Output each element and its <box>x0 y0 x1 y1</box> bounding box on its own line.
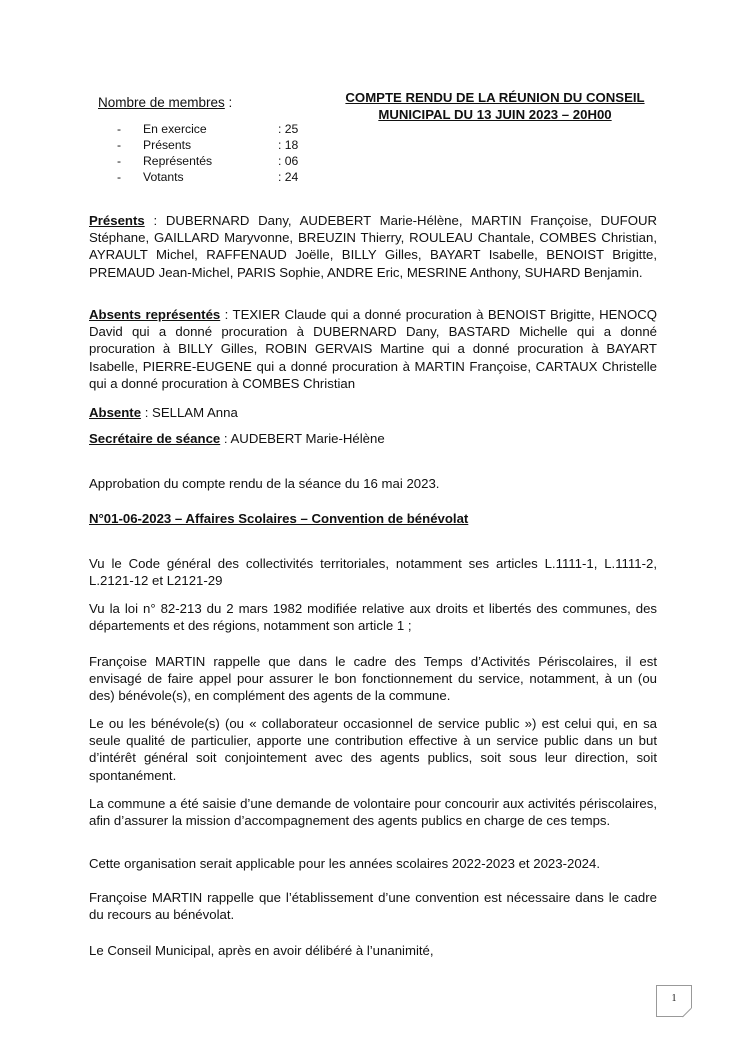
absents-representes-heading: Absents représentés <box>89 307 221 322</box>
section-title: N°01-06-2023 – Affaires Scolaires – Convention de bénévolat <box>89 511 469 526</box>
approbation-text: Approbation du compte rendu de la séance du 16 mai 2023. <box>89 476 440 491</box>
paragraph-vu-loi: Vu la loi n° 82-213 du 2 mars 1982 modifiée relative aux droits et libertés des communes, des départements et des régions, notamment son article 1 ; <box>89 601 657 634</box>
absents-representes-paragraph <box>89 306 657 392</box>
members-row-value: : 24 <box>278 170 299 184</box>
paragraph-demande: La commune a été saisie d’une demande de volontaire pour concourir aux activités périscolaires, afin d’assurer la mission d’accompagnement des agents publics en charge de ces temps. <box>89 796 657 829</box>
presents-heading: Présents <box>89 213 145 228</box>
presents-text: : DUBERNARD Dany, AUDEBERT Marie-Hélène, MARTIN Françoise, DUFOUR Stéphane, GAILLARD Maryvonne, BREUZIN Thierry, ROULEAU Chantale, COMBES Christian, AYRAULT Michel, RAFFENAUD Joëlle, BILLY Gilles, BAYART Isabelle, BENOIST Brigitte, PREMAUD Jean-Michel, PARIS Sophie, ANDRE Eric, MESRINE Anthony, SUHARD Benjamin. <box>89 213 657 280</box>
paragraph-conseil: Le Conseil Municipal, après en avoir délibéré à l’unanimité, <box>89 943 434 958</box>
members-row-presents <box>117 137 317 153</box>
paragraph-organisation: Cette organisation serait applicable pour les années scolaires 2022-2023 et 2023-2024. <box>89 856 600 871</box>
members-row-value: : 06 <box>278 154 299 168</box>
members-row-label: Représentés <box>143 154 213 168</box>
page-number-box <box>656 985 692 1017</box>
members-title-label: Nombre de membres <box>98 95 225 110</box>
secretaire-paragraph <box>89 430 657 447</box>
report-title-line-1: COMPTE RENDU DE LA RÉUNION DU CONSEIL <box>345 90 645 105</box>
bullet-dash: - <box>117 138 122 152</box>
members-row-representes <box>117 153 317 169</box>
secretaire-text: : AUDEBERT Marie-Hélène <box>220 431 385 446</box>
bullet-dash: - <box>117 170 122 184</box>
members-row-value: : 18 <box>278 138 299 152</box>
page-number: 1 <box>671 993 677 1004</box>
paragraph-benevole: Le ou les bénévole(s) (ou « collaborateur occasionnel de service public ») est celui qui, en sa seule qualité de particulier, apporte une contribution effective à un service public dans un but d’intérêt général soit conjointement avec des agents publics, soit sous leur direction, soit spontanément. <box>89 716 657 783</box>
members-title <box>98 95 232 110</box>
members-row-value: : 25 <box>278 122 299 136</box>
members-list <box>117 121 317 185</box>
members-row-label: Présents <box>143 138 192 152</box>
members-row-en-exercice <box>117 121 317 137</box>
paragraph-vu-code: Vu le Code général des collectivités territoriales, notamment ses articles L.1111-1, L.1111-2, L.2121-12 et L2121-29 <box>89 556 657 589</box>
report-title <box>330 89 660 123</box>
absente-heading: Absente <box>89 405 142 420</box>
members-row-label: Votants <box>143 170 184 184</box>
absente-paragraph <box>89 404 657 421</box>
paragraph-tap: Françoise MARTIN rappelle que dans le cadre des Temps d’Activités Périscolaires, il est envisagé de faire appel pour assurer le bon fonctionnement du service, notamment, à un (ou des) bénévole(s), en complément des agents de la commune. <box>89 654 657 704</box>
absente-text: : SELLAM Anna <box>141 405 238 420</box>
absents-representes-text: : TEXIER Claude qui a donné procuration à BENOIST Brigitte, HENOCQ David qui a donné procuration à DUBERNARD Dany, BASTARD Michelle qui a donné procuration à BILLY Gilles, ROBIN GERVAIS Martine qui a donné procuration à BAYART Isabelle, PIERRE-EUGENE qui a donné procuration à MARTIN Françoise, CARTAUX Christelle qui a donné procuration à COMBES Christian <box>89 307 657 391</box>
presents-paragraph <box>89 212 657 281</box>
bullet-dash: - <box>117 154 122 168</box>
secretaire-heading: Secrétaire de séance <box>89 431 221 446</box>
members-row-label: En exercice <box>143 122 207 136</box>
paragraph-convention: Françoise MARTIN rappelle que l’établissement d’une convention est nécessaire dans le cadre du recours au bénévolat. <box>89 890 657 923</box>
members-row-votants <box>117 169 317 185</box>
members-title-suffix: : <box>224 95 233 110</box>
report-title-line-2: MUNICIPAL DU 13 JUIN 2023 – 20H00 <box>378 107 612 122</box>
bullet-dash: - <box>117 122 122 136</box>
